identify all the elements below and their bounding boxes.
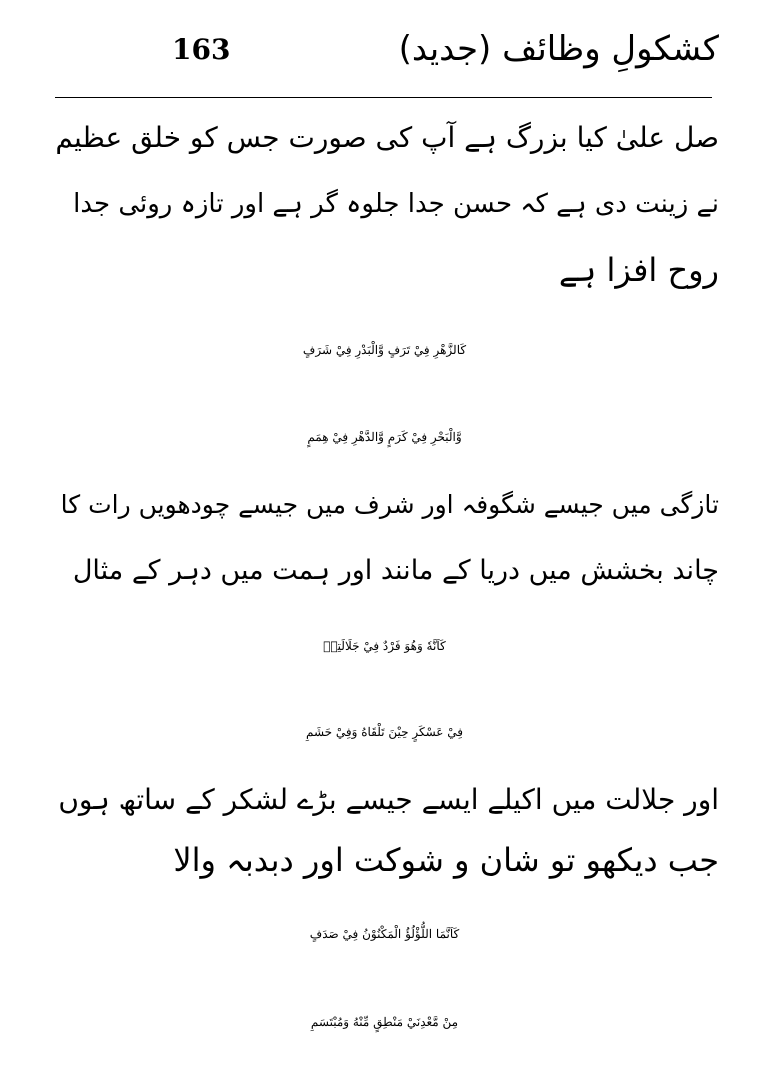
- verse-line-1: كَالزَّهْرِ فِيْ تَرَفٍ وَّالْبَدْرِ فِيْ شَرَفٍ: [302, 343, 467, 357]
- verse-line-6: مِنْ مَّعْدِنَيْ مَنْطِقٍ مِّنْهُ وَمُبْتَسَمِ: [310, 1015, 459, 1029]
- prose-line-2: نے زینت دی ہے کہ حسن جدا جلوہ گر ہے اور تازہ روئی جدا: [73, 189, 719, 219]
- prose-line-1: صل علیٰ کیا بزرگ ہے آپ کی صورت جس کو خلق عظیم: [55, 121, 719, 154]
- header-divider: [55, 97, 712, 98]
- prose-line-6: اور جلالت میں اکیلے ایسے جیسے بڑے لشکر کے ساتھ ہوں: [58, 783, 719, 816]
- verse-line-4: فِيْ عَسْكَرٍ حِيْنَ تَلْقَاهُ وَفِيْ حَشَمِ: [305, 725, 464, 739]
- page-number: 163: [172, 33, 231, 66]
- running-title: کشکولِ وظائف (جدید): [398, 29, 719, 69]
- verse-line-3: كَاَنَّهٗ وَهُوَ فَرْدٌ فِيْ جَلَالَتِهٖ: [323, 639, 446, 653]
- prose-line-7: جب دیکھو تو شان و شوکت اور دبدبہ والا: [173, 841, 719, 879]
- prose-line-5: چاند بخشش میں دریا کے مانند اور ہمت میں دہر کے مثال: [72, 555, 719, 586]
- verse-line-2: وَّالْبَحْرِ فِيْ كَرَمٍ وَّالدَّهْرِ فِيْ هِمَمٍ: [307, 430, 462, 444]
- prose-line-3: روح افزا ہے: [558, 251, 719, 289]
- prose-line-4: تازگی میں جیسے شگوفہ اور شرف میں جیسے چودھویں رات کا: [60, 490, 719, 519]
- page-header: [0, 22, 769, 82]
- verse-line-5: كَاَنَّمَا اللُّؤْلُؤُ الْمَكْنُوْنُ فِيْ صَدَفٍ: [309, 927, 460, 941]
